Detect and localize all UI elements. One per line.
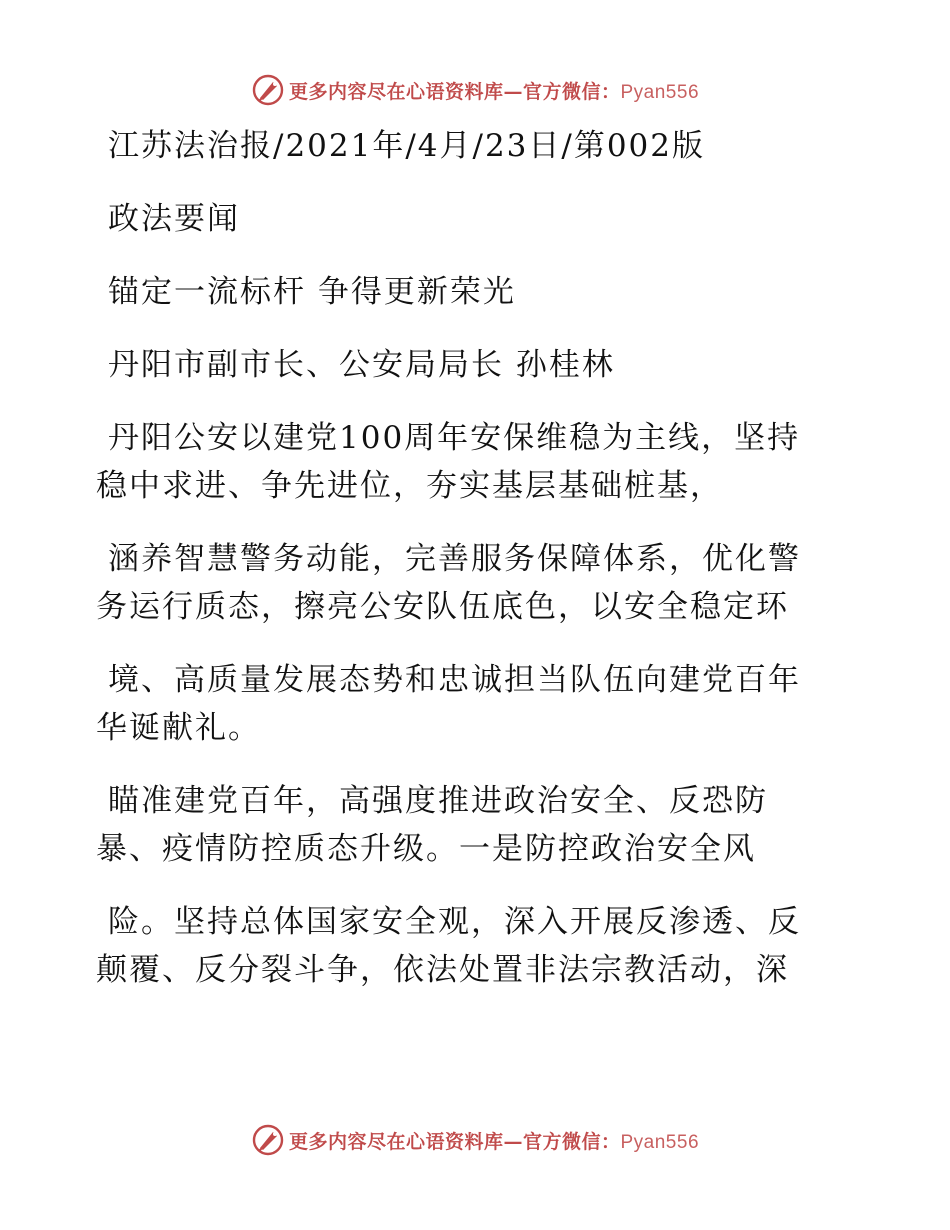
watermark-label: 更多内容尽在心语资料库—官方微信： bbox=[288, 1130, 621, 1153]
paragraph-line: 华诞献礼。 bbox=[96, 710, 261, 746]
paragraph bbox=[96, 777, 836, 873]
paragraph-line: 务运行质态，擦亮公安队伍底色，以安全稳定环 bbox=[96, 589, 789, 625]
watermark-label: 更多内容尽在心语资料库—官方微信： bbox=[288, 80, 621, 103]
paragraph-line: 瞄准建党百年，高强度推进政治安全、反恐防 bbox=[108, 783, 768, 819]
paragraph-line: 涵养智慧警务动能，完善服务保障体系，优化警 bbox=[108, 541, 801, 577]
watermark-text bbox=[289, 77, 699, 104]
paragraph-line: 稳中求进、争先进位，夯实基层基础桩基， bbox=[96, 468, 723, 504]
paragraph-line: 丹阳公安以建党100周年安保维稳为主线，坚持 bbox=[108, 420, 801, 456]
source-line: 江苏法治报/2021年/4月/23日/第002版 bbox=[108, 128, 706, 164]
paragraph bbox=[96, 898, 836, 994]
watermark-banner-top bbox=[0, 70, 950, 110]
watermark-text bbox=[289, 1127, 699, 1154]
pen-nib-seal-icon bbox=[251, 73, 285, 107]
document-body bbox=[96, 122, 836, 994]
article-byline: 丹阳市副市长、公安局局长 孙桂林 bbox=[108, 347, 615, 383]
article-title: 锚定一流标杆 争得更新荣光 bbox=[108, 274, 516, 310]
watermark-wechat-id: Pyan556 bbox=[620, 81, 700, 103]
watermark-wechat-id: Pyan556 bbox=[620, 1131, 700, 1153]
paragraph-line: 境、高质量发展态势和忠诚担当队伍向建党百年 bbox=[108, 662, 801, 698]
section-name: 政法要闻 bbox=[108, 201, 240, 237]
paragraph bbox=[96, 535, 836, 631]
paragraph-line: 暴、疫情防控质态升级。一是防控政治安全风 bbox=[96, 831, 756, 867]
paragraph bbox=[96, 414, 836, 510]
paragraph-line: 险。坚持总体国家安全观，深入开展反渗透、反 bbox=[108, 904, 801, 940]
pen-nib-seal-icon bbox=[251, 1123, 285, 1157]
paragraph bbox=[96, 656, 836, 752]
paragraph-line: 颠覆、反分裂斗争，依法处置非法宗教活动，深 bbox=[96, 952, 789, 988]
watermark-banner-bottom bbox=[0, 1120, 950, 1160]
